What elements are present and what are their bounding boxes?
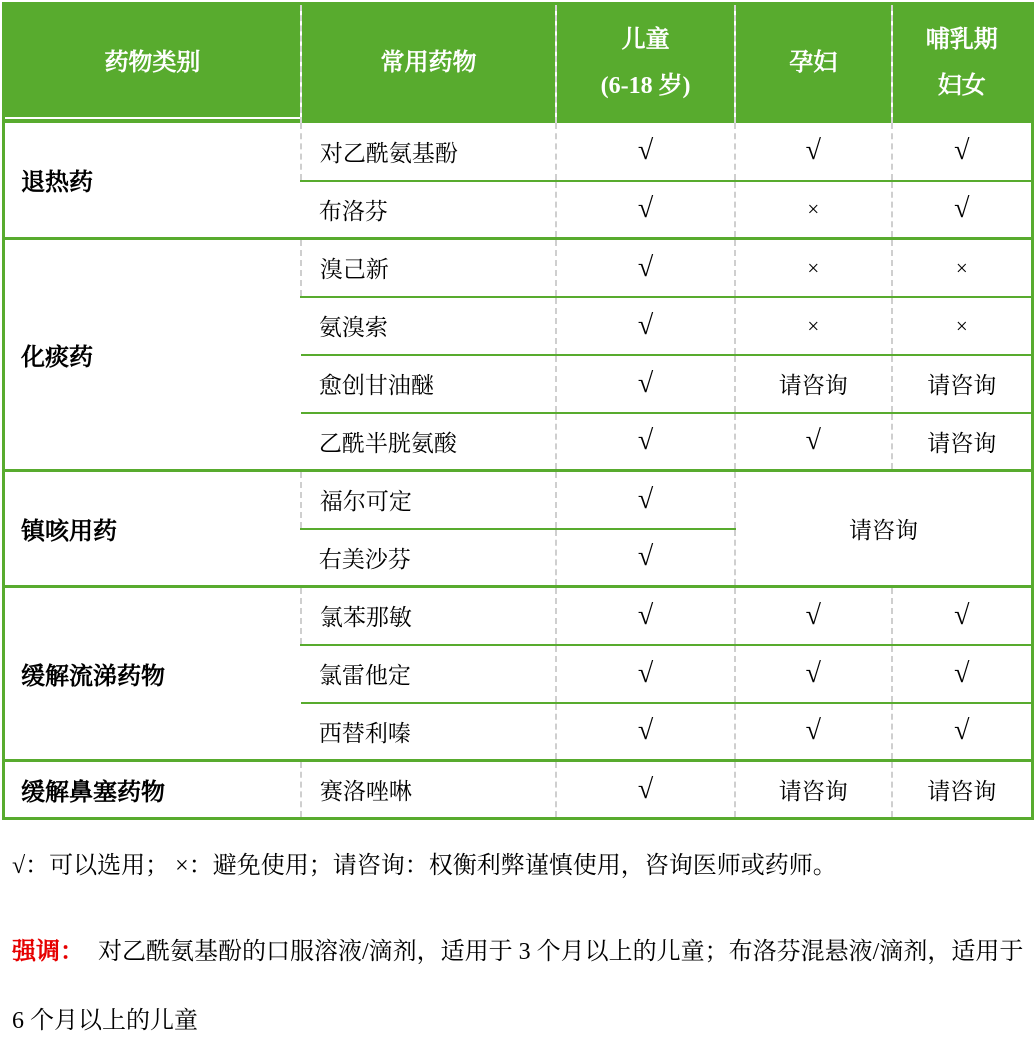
header-drug-label: 常用药物 (380, 49, 477, 76)
emphasis-text: 对乙酰氨基酚的口服溶液/滴剂，适用于 3 个月以上的儿童；布洛芬混悬液/滴剂，适用于 6 个月以上的儿童 (12, 938, 1024, 1034)
cross-mark: × (807, 255, 820, 280)
emphasis-note (12, 918, 1024, 1056)
check-mark: √ (637, 773, 654, 805)
suitability-cell (735, 123, 891, 181)
check-mark: √ (954, 193, 970, 225)
category-cell: 缓解鼻塞药物 (4, 761, 301, 819)
check-mark: √ (637, 425, 654, 457)
check-mark: √ (805, 599, 821, 631)
consult-text: 请咨询 (927, 779, 997, 804)
check-mark: √ (637, 657, 654, 689)
category-cell: 化痰药 (4, 239, 301, 471)
header-cell-lactating (892, 4, 1033, 123)
check-mark: √ (637, 309, 654, 341)
table-header-row (4, 4, 1033, 123)
suitability-cell (556, 529, 735, 587)
emphasis-label: 强调： (12, 938, 84, 965)
table-row (4, 471, 1033, 529)
suitability-cell (735, 761, 891, 819)
suitability-cell (556, 297, 735, 355)
suitability-cell (735, 413, 891, 471)
suitability-cell (556, 413, 735, 471)
check-mark: √ (637, 251, 654, 283)
legend-note: √：可以选用； ×：避免使用；请咨询：权衡利弊谨慎使用，咨询医师或药师。 (12, 853, 837, 879)
merged-consult-cell (735, 471, 1032, 587)
drug-name-cell: 福尔可定 (301, 471, 556, 529)
consult-text: 请咨询 (849, 518, 919, 543)
check-mark: √ (637, 715, 654, 747)
suitability-cell (556, 181, 735, 239)
consult-text: 请咨询 (927, 373, 997, 398)
check-mark: √ (954, 657, 970, 689)
suitability-cell (735, 703, 891, 761)
check-mark: √ (805, 715, 821, 747)
cross-mark: × (955, 255, 968, 280)
table-row (4, 761, 1033, 819)
suitability-cell (735, 645, 891, 703)
cross-mark: × (955, 313, 968, 338)
suitability-cell (892, 645, 1033, 703)
suitability-cell (556, 471, 735, 529)
suitability-cell (735, 181, 891, 239)
drug-name-cell: 对乙酰氨基酚 (301, 123, 556, 181)
suitability-cell (735, 239, 891, 297)
suitability-cell (892, 587, 1033, 645)
cross-mark: × (807, 197, 820, 222)
suitability-cell (892, 297, 1033, 355)
cross-mark: × (807, 313, 820, 338)
drug-name-cell: 愈创甘油醚 (301, 355, 556, 413)
suitability-cell (892, 239, 1033, 297)
drug-name-cell: 赛洛唑啉 (301, 761, 556, 819)
suitability-cell (892, 355, 1033, 413)
medication-safety-table (2, 2, 1034, 820)
drug-name-cell: 西替利嗪 (301, 703, 556, 761)
drug-name-cell: 布洛芬 (301, 181, 556, 239)
suitability-cell (556, 239, 735, 297)
suitability-cell (556, 587, 735, 645)
drug-name-cell: 右美沙芬 (301, 529, 556, 587)
suitability-cell (892, 761, 1033, 819)
check-mark: √ (954, 135, 970, 166)
header-cell-category (4, 4, 301, 123)
consult-text: 请咨询 (927, 430, 997, 456)
header-cell-children (556, 4, 735, 123)
check-mark: √ (637, 367, 654, 399)
suitability-cell (556, 761, 735, 819)
check-mark: √ (637, 483, 654, 515)
header-pregnant-label: 孕妇 (789, 49, 838, 76)
suitability-cell (556, 703, 735, 761)
suitability-cell (892, 123, 1033, 181)
check-mark: √ (637, 193, 654, 225)
drug-name-cell: 溴己新 (301, 239, 556, 297)
suitability-cell (556, 355, 735, 413)
check-mark: √ (805, 657, 821, 689)
check-mark: √ (954, 599, 970, 631)
header-children-line2: (6-18 岁) (600, 72, 691, 99)
suitability-cell (892, 413, 1033, 471)
drug-name-cell: 乙酰半胱氨酸 (301, 413, 556, 471)
header-lactating-line2: 妇女 (937, 72, 986, 99)
table-row (4, 239, 1033, 297)
suitability-cell (735, 355, 891, 413)
table-row (4, 123, 1033, 181)
check-mark: √ (637, 135, 654, 166)
check-mark: √ (637, 541, 654, 573)
suitability-cell (556, 123, 735, 181)
check-mark: √ (637, 599, 654, 631)
suitability-cell (735, 587, 891, 645)
category-cell: 镇咳用药 (4, 471, 301, 587)
check-mark: √ (805, 425, 821, 457)
header-lactating-line1: 哺乳期 (925, 27, 998, 54)
table-row (4, 587, 1033, 645)
drug-name-cell: 氯雷他定 (301, 645, 556, 703)
suitability-cell (556, 645, 735, 703)
category-cell: 退热药 (4, 123, 301, 239)
category-cell: 缓解流涕药物 (4, 587, 301, 761)
suitability-cell (892, 703, 1033, 761)
consult-text: 请咨询 (778, 779, 848, 804)
check-mark: √ (805, 135, 821, 166)
drug-name-cell: 氨溴索 (301, 297, 556, 355)
suitability-cell (892, 181, 1033, 239)
drug-name-cell: 氯苯那敏 (301, 587, 556, 645)
check-mark: √ (954, 715, 970, 747)
header-cell-drug (301, 4, 556, 123)
consult-text: 请咨询 (778, 373, 848, 398)
header-category-label: 药物类别 (104, 49, 201, 76)
suitability-cell (735, 297, 891, 355)
header-cell-pregnant (735, 4, 891, 123)
header-children-line1: 儿童 (621, 27, 670, 54)
